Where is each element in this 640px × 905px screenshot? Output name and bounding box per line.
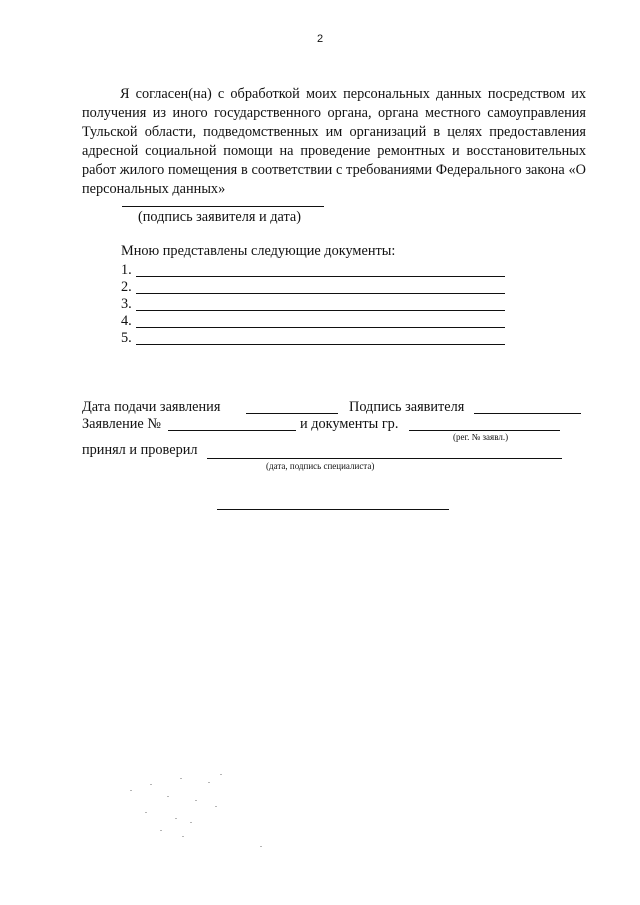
document-item-line <box>136 276 505 277</box>
scan-noise <box>120 770 280 860</box>
document-item-number: 1. <box>121 262 132 278</box>
document-item-number: 5. <box>121 330 132 346</box>
document-item-number: 3. <box>121 296 132 312</box>
document-item-line <box>136 293 505 294</box>
accepted-by-label: принял и проверил <box>82 442 198 458</box>
application-number-label: Заявление № <box>82 416 161 432</box>
document-item <box>121 296 521 314</box>
specialist-line <box>207 458 562 459</box>
consent-paragraph: Я согласен(на) с обработкой моих персональных данных посредством их получения из иного государственного органа, органа местного самоуправления Тульской области, подведомственных им организаций в целях предоставления адресной социальной помощи на проведение ремонтных и восстановительных работ жилого помещения в соответствии с требованиями Федерального закона «О персональных данных» <box>82 86 586 197</box>
document-item-number: 4. <box>121 313 132 329</box>
specialist-caption: (дата, подпись специалиста) <box>266 461 375 471</box>
applicant-signature-caption: (подпись заявителя и дата) <box>138 209 302 225</box>
bottom-divider <box>217 509 449 510</box>
applicant-signature-label: Подпись заявителя <box>349 399 465 415</box>
applicant-signature-line <box>122 206 324 207</box>
submit-date-label: Дата подачи заявления <box>82 399 221 415</box>
document-item-number: 2. <box>121 279 132 295</box>
document-item-line <box>136 327 505 328</box>
document-item-line <box>136 344 505 345</box>
document-item-line <box>136 310 505 311</box>
application-number-line <box>168 430 296 431</box>
document-item <box>121 262 521 280</box>
document-item <box>121 330 521 348</box>
applicant-signature-field-line <box>474 413 581 414</box>
submit-date-line <box>246 413 338 414</box>
documents-citizen-label: и документы гр. <box>300 416 399 432</box>
citizen-name-line <box>409 430 560 431</box>
document-item <box>121 279 521 297</box>
documents-heading: Мною представлены следующие документы: <box>121 243 396 259</box>
reg-number-caption: (рег. № заявл.) <box>453 432 509 442</box>
page-number: 2 <box>316 33 324 45</box>
document-item <box>121 313 521 331</box>
